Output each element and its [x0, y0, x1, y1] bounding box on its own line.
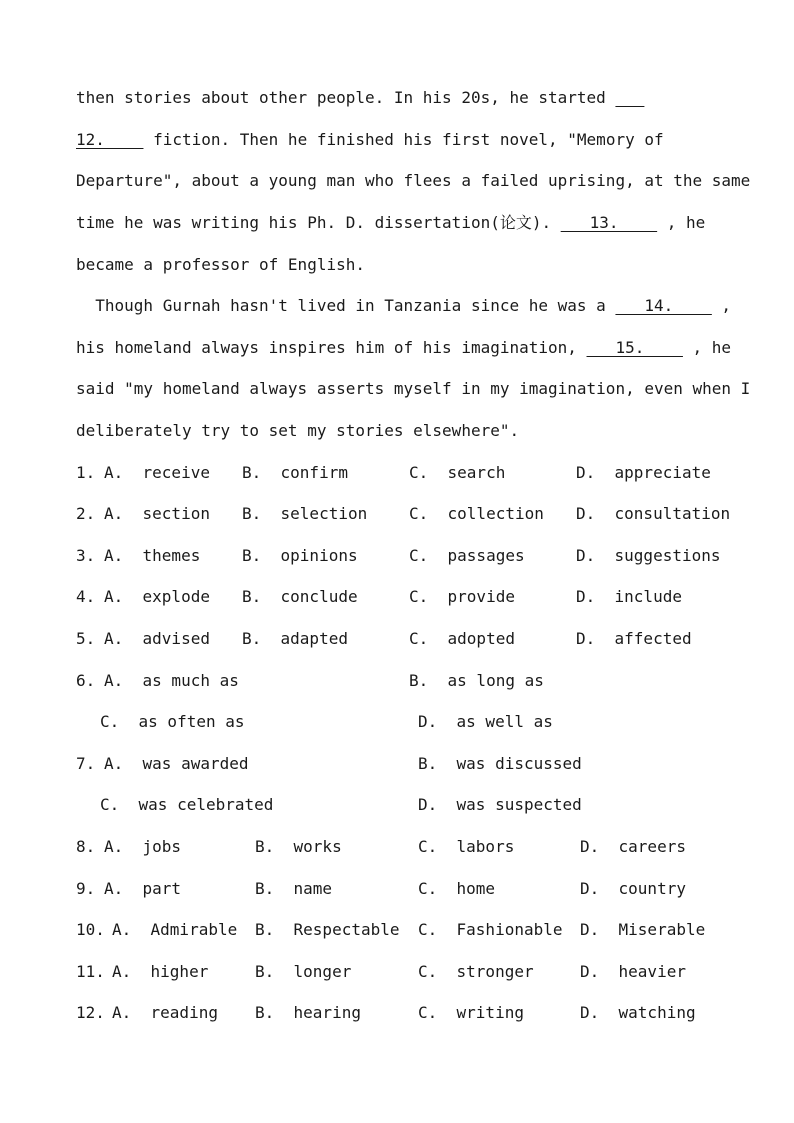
passage-line-7 — [76, 338, 731, 358]
option-c: C. adopted — [409, 629, 515, 648]
option-a: A. receive — [104, 463, 210, 482]
option-b: B. Respectable — [255, 920, 400, 939]
option-d: D. as well as — [418, 712, 553, 731]
passage-line-5: became a professor of English. — [76, 255, 365, 274]
option-b: B. adapted — [242, 629, 348, 648]
option-c: C. stronger — [418, 962, 534, 981]
option-b: B. selection — [242, 504, 368, 523]
option-d: D. appreciate — [576, 463, 711, 482]
option-d: D. country — [580, 879, 686, 898]
option-a: A. was awarded — [104, 754, 249, 773]
option-d: D. heavier — [580, 962, 686, 981]
passage-text: Though Gurnah hasn't lived in Tanzania since he was a — [76, 296, 616, 315]
option-c: C. labors — [418, 837, 515, 856]
option-d: D. careers — [580, 837, 686, 856]
option-d: D. suggestions — [576, 546, 721, 565]
passage-text: fiction. Then he finished his first novel, "Memory of — [143, 130, 664, 149]
option-c: C. as often as — [100, 712, 245, 731]
passage-line-2 — [76, 130, 664, 150]
question-number: 7. — [76, 754, 96, 773]
option-d: D. Miserable — [580, 920, 706, 939]
passage-line-3: Departure", about a young man who flees a failed uprising, at the same — [76, 171, 751, 190]
passage-text: time he was writing his Ph. D. dissertation(论文). — [76, 213, 561, 232]
option-b: B. was discussed — [418, 754, 582, 773]
option-b: B. longer — [255, 962, 352, 981]
option-c: C. search — [409, 463, 506, 482]
passage-line-9: deliberately try to set my stories elsewhere". — [76, 421, 520, 440]
option-d: D. watching — [580, 1003, 696, 1022]
option-a: A. advised — [104, 629, 210, 648]
passage-text: his homeland always inspires him of his imagination, — [76, 338, 587, 357]
option-b: B. opinions — [242, 546, 358, 565]
option-b: B. works — [255, 837, 342, 856]
option-c: C. collection — [409, 504, 544, 523]
option-b: B. hearing — [255, 1003, 361, 1022]
option-d: D. include — [576, 587, 682, 606]
option-b: B. confirm — [242, 463, 348, 482]
question-number: 2. — [76, 504, 96, 523]
option-a: A. Admirable — [112, 920, 238, 939]
option-d: D. consultation — [576, 504, 731, 523]
option-a: A. explode — [104, 587, 210, 606]
option-b: B. conclude — [242, 587, 358, 606]
question-number: 3. — [76, 546, 96, 565]
option-c: C. home — [418, 879, 496, 898]
question-number: 5. — [76, 629, 96, 648]
option-c: C. Fashionable — [418, 920, 563, 939]
blank-13: ___13.____ — [560, 213, 658, 232]
option-d: D. was suspected — [418, 795, 582, 814]
passage-line-6 — [76, 296, 731, 316]
option-c: C. writing — [418, 1003, 524, 1022]
passage-line-4 — [76, 213, 705, 233]
option-a: A. themes — [104, 546, 201, 565]
option-a: A. jobs — [104, 837, 182, 856]
option-a: A. reading — [112, 1003, 218, 1022]
passage-text: , — [711, 296, 732, 315]
passage-text: then stories about other people. In his 20s, he started — [76, 88, 616, 107]
question-number: 1. — [76, 463, 96, 482]
blank-15: ___15.____ — [586, 338, 683, 357]
blank-14: ___14.____ — [615, 296, 712, 315]
option-a: A. higher — [112, 962, 209, 981]
option-c: C. was celebrated — [100, 795, 274, 814]
option-b: B. name — [255, 879, 333, 898]
passage-line-1 — [76, 88, 644, 108]
question-number: 12. — [76, 1003, 105, 1022]
option-c: C. provide — [409, 587, 515, 606]
option-a: A. section — [104, 504, 210, 523]
question-number: 6. — [76, 671, 96, 690]
option-d: D. affected — [576, 629, 692, 648]
blank-line: ___ — [615, 88, 645, 107]
question-number: 11. — [76, 962, 105, 981]
passage-line-8: said "my homeland always asserts myself in my imagination, even when I — [76, 379, 751, 398]
option-a: A. as much as — [104, 671, 239, 690]
option-b: B. as long as — [409, 671, 544, 690]
passage-text: , he — [657, 213, 706, 232]
blank-12: 12.____ — [76, 130, 144, 149]
option-c: C. passages — [409, 546, 525, 565]
question-number: 10. — [76, 920, 105, 939]
question-number: 4. — [76, 587, 96, 606]
option-a: A. part — [104, 879, 182, 898]
passage-text: , he — [682, 338, 732, 357]
question-number: 8. — [76, 837, 96, 856]
question-number: 9. — [76, 879, 96, 898]
